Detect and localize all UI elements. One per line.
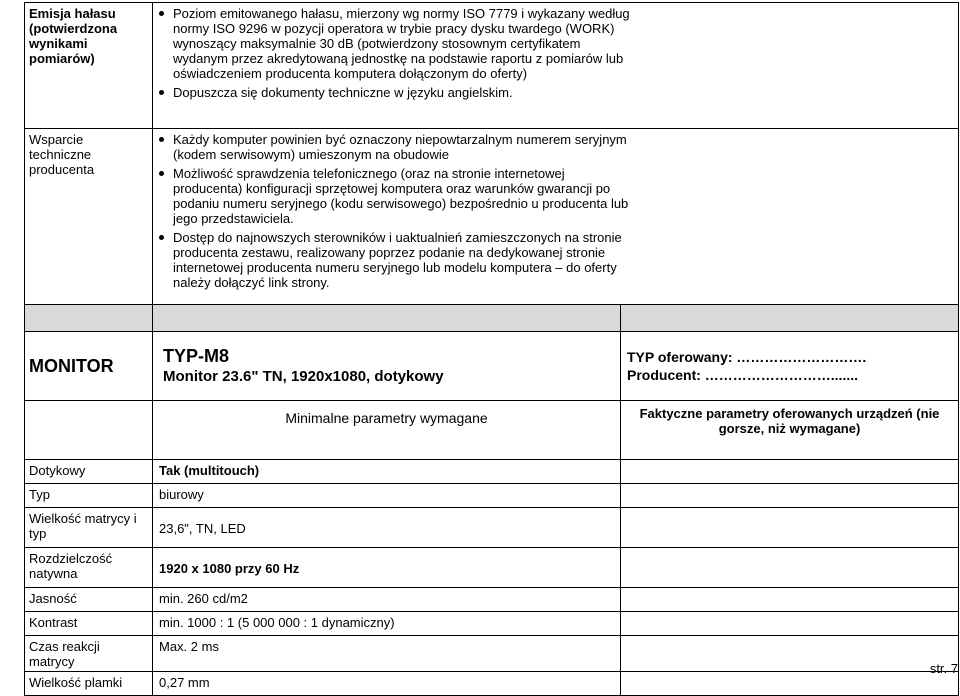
monitor-header-row: [25, 332, 959, 401]
support-bullet-2: Możliwość sprawdzenia telefonicznego (oraz na stronie internetowej producenta) konfiguracji sprzętowej komputera oraz warunków gwarancji po podaniu numeru seryjnego (kodu serwisowego) bezpośrednio u producenta lub jego przedstawiciela.: [173, 166, 633, 226]
spec-offer-response[interactable]: [621, 636, 959, 672]
spec-row-contrast: [25, 612, 959, 636]
spec-value-brightness: min. 260 cd/m2: [153, 588, 621, 612]
spec-label-pixel-pitch: Wielkość plamki: [25, 672, 153, 696]
spec-label-response: Czas reakcji matrycy: [25, 636, 153, 672]
spec-document: [24, 2, 958, 696]
spec-value-response: Max. 2 ms: [153, 636, 621, 672]
spec-row-brightness: [25, 588, 959, 612]
actual-params-header: Faktyczne parametry oferowanych urządzeń (nie gorsze, niż wymagane): [621, 401, 959, 460]
monitor-title: MONITOR: [25, 332, 153, 401]
monitor-type-cell: [153, 332, 621, 401]
spec-row-type: [25, 484, 959, 508]
spec-offer-contrast[interactable]: [621, 612, 959, 636]
noise-label: Emisja hałasu (potwierdzona wynikami pomiarów): [25, 3, 153, 129]
noise-bullet-1: Poziom emitowanego hałasu, mierzony wg normy ISO 7779 i wykazany według normy ISO 9296 w pozycji operatora w trybie pracy dysku twardego (WORK) wynoszący maksymalnie 30 dB (potwierdzony stosownym certyfikatem wydanym przez akredytowaną jednostkę na podstawie raportu z pomiarów lub oświadczeniem producenta komputera dołączonym do oferty): [173, 6, 633, 81]
support-bullet-1: Każdy komputer powinien być oznaczony niepowtarzalnym numerem seryjnym (kodem serwisowym) umieszonym na obudowie: [173, 132, 633, 162]
support-requirements: [153, 129, 959, 305]
spec-offer-resolution[interactable]: [621, 548, 959, 588]
spec-row-touch: [25, 460, 959, 484]
spec-value-type: biurowy: [153, 484, 621, 508]
spec-label-brightness: Jasność: [25, 588, 153, 612]
separator-row: [25, 305, 959, 332]
separator-cell-1: [25, 305, 153, 332]
row-technical-support: [25, 129, 959, 305]
spec-offer-pixel-pitch[interactable]: [621, 672, 959, 696]
spec-offer-type[interactable]: [621, 484, 959, 508]
column-header-empty: [25, 401, 153, 460]
spec-value-contrast: min. 1000 : 1 (5 000 000 : 1 dynamiczny): [153, 612, 621, 636]
spec-row-response: [25, 636, 959, 672]
spec-offer-matrix[interactable]: [621, 508, 959, 548]
spec-value-touch: Tak (multitouch): [153, 460, 621, 484]
monitor-type-code: TYP-M8: [163, 346, 230, 366]
row-noise-emission: [25, 3, 959, 129]
spec-value-resolution: 1920 x 1080 przy 60 Hz: [153, 548, 621, 588]
noise-requirements: [153, 3, 959, 129]
spec-label-resolution: Rozdzielczość natywna: [25, 548, 153, 588]
spec-label-touch: Dotykowy: [25, 460, 153, 484]
separator-cell-2: [153, 305, 621, 332]
spec-offer-touch[interactable]: [621, 460, 959, 484]
offered-type-field[interactable]: TYP oferowany: ……………………….: [627, 349, 867, 365]
spec-offer-brightness[interactable]: [621, 588, 959, 612]
spec-row-pixel-pitch: [25, 672, 959, 696]
monitor-model: Monitor 23.6" TN, 1920x1080, dotykowy: [163, 368, 444, 385]
spec-value-matrix: 23,6", TN, LED: [153, 508, 621, 548]
support-bullet-3: Dostęp do najnowszych sterowników i uaktualnień zamieszczonych na stronie producenta zestawu, realizowany poprzez podanie na dedykowanej stronie internetowej producenta numeru seryjnego lub modelu komputera – do oferty należy dołączyć link strony.: [173, 230, 633, 290]
spec-label-contrast: Kontrast: [25, 612, 153, 636]
page-number: str. 7: [929, 661, 958, 676]
separator-cell-3: [621, 305, 959, 332]
column-header-row: [25, 401, 959, 460]
support-label: Wsparcie techniczne producenta: [25, 129, 153, 305]
spec-label-type: Typ: [25, 484, 153, 508]
noise-bullet-2: Dopuszcza się dokumenty techniczne w języku angielskim.: [173, 85, 950, 100]
spec-value-pixel-pitch: 0,27 mm: [153, 672, 621, 696]
spec-row-resolution: [25, 548, 959, 588]
min-params-header: Minimalne parametry wymagane: [153, 401, 621, 460]
offer-cell: [621, 332, 959, 401]
spec-row-matrix: [25, 508, 959, 548]
spec-table: [24, 2, 959, 696]
producer-field[interactable]: Producent: ……………………….......: [627, 367, 859, 383]
spec-label-matrix: Wielkość matrycy i typ: [25, 508, 153, 548]
